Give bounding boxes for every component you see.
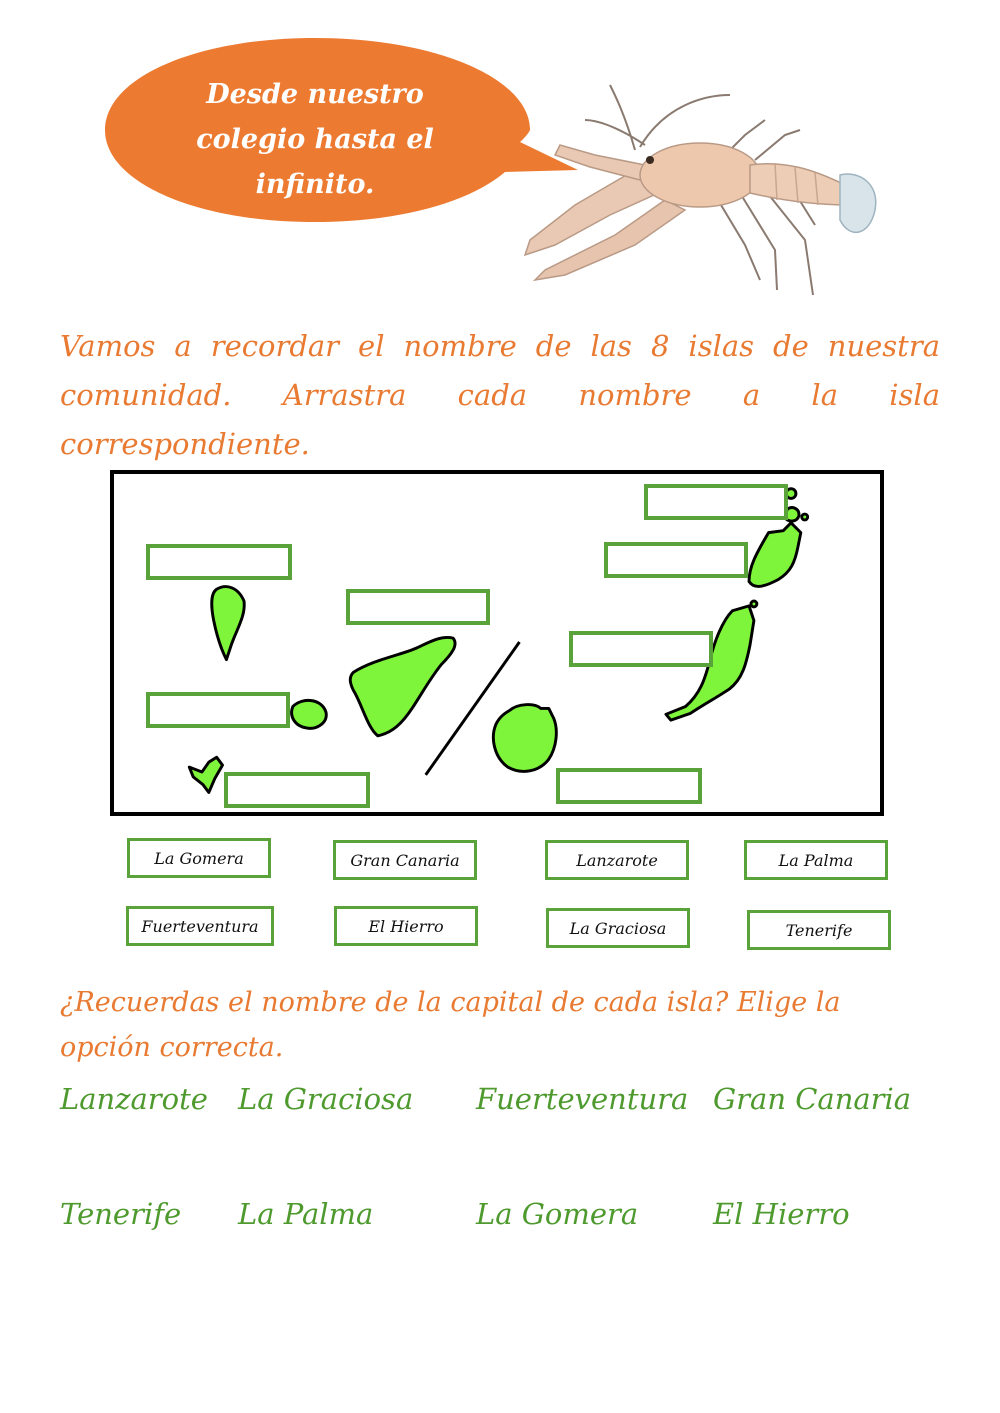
instruction-capitals: ¿Recuerdas el nombre de la capital de cada isla? Elige la opción correcta. (60, 987, 841, 1063)
crayfish-illustration (515, 75, 895, 310)
dropbox-tenerife[interactable] (346, 589, 490, 625)
capital-label-la-palma: La Palma (238, 1197, 374, 1231)
el-hierro-island (189, 757, 222, 792)
dropbox-lanzarote[interactable] (604, 542, 748, 578)
dropbox-gran-canaria[interactable] (556, 768, 702, 804)
dropbox-la-graciosa[interactable] (644, 484, 788, 520)
canary-islands-map (110, 470, 884, 816)
capital-label-el-hierro: El Hierro (713, 1197, 850, 1231)
tenerife-island (350, 637, 455, 735)
la-palma-island (212, 587, 244, 660)
lanzarote-island (749, 523, 801, 587)
card-la-gomera[interactable]: La Gomera (127, 838, 271, 878)
card-la-graciosa[interactable]: La Graciosa (546, 908, 690, 948)
card-tenerife[interactable]: Tenerife (747, 910, 891, 950)
capital-label-lanzarote: Lanzarote (60, 1082, 208, 1116)
dropbox-el-hierro[interactable] (224, 772, 370, 808)
gran-canaria-island (493, 705, 556, 772)
capital-label-la-gomera: La Gomera (476, 1197, 639, 1231)
islet-montana-clara (802, 514, 808, 520)
islands-drawing (114, 474, 880, 812)
dropbox-la-gomera[interactable] (146, 692, 290, 728)
card-el-hierro[interactable]: El Hierro (334, 906, 478, 946)
card-gran-canaria[interactable]: Gran Canaria (333, 840, 477, 880)
dropbox-fuerteventura[interactable] (569, 631, 713, 667)
la-gomera-island (292, 700, 327, 728)
speech-bubble-text: Desde nuestro colegio hasta el infinito. (196, 79, 434, 200)
card-lanzarote[interactable]: Lanzarote (545, 840, 689, 880)
capital-label-la-graciosa: La Graciosa (238, 1082, 414, 1116)
capital-label-fuerteventura: Fuerteventura (476, 1082, 689, 1116)
islet-lobos (751, 601, 757, 607)
capital-label-gran-canaria: Gran Canaria (713, 1082, 912, 1116)
card-fuerteventura[interactable]: Fuerteventura (126, 906, 274, 946)
instruction-islands: Vamos a recordar el nombre de las 8 islas de nuestra comunidad. Arrastra cada nombre a la isla correspondiente. (60, 329, 940, 461)
card-la-palma[interactable]: La Palma (744, 840, 888, 880)
dropbox-la-palma[interactable] (146, 544, 292, 580)
capital-label-tenerife: Tenerife (60, 1197, 182, 1231)
